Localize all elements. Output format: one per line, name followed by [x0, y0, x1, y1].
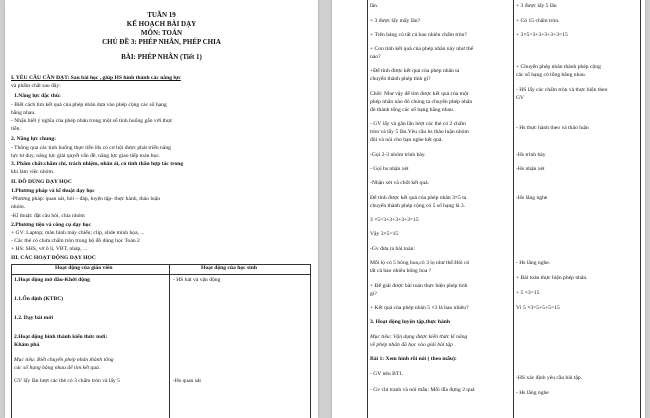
body-line: khi làm việc nhóm. — [11, 169, 55, 175]
table-cell-teacher: -Gv đưa ra bài toán: — [370, 246, 415, 252]
table-cell-teacher: nào? — [370, 54, 381, 60]
table-cell-teacher: 1.1.Ổn định (KTBC) — [14, 296, 64, 302]
table-cell-teacher: - GV nêu BT1. — [370, 371, 404, 377]
body-line: + HS: SHS, vở ô li, VBT, nháp, ... — [11, 246, 88, 252]
document-page-right — [332, 0, 645, 418]
table-cell-student: + 3 được lấy 5 lần — [516, 3, 557, 9]
table-cell-student: -Hs trình bày — [516, 152, 546, 158]
body-line: và phẩm chất sau đây: — [11, 83, 61, 89]
table-cell-student: - Hs lắng nghe. — [516, 260, 551, 266]
body-line: - Thông qua các tình huống thực tiễn Hs có cơ hội được phát triển năng — [11, 145, 171, 151]
table-cell-teacher: 1.2. Dạy bài mới — [14, 315, 53, 321]
section-heading: III. CÁC HOẠT ĐỘNG DẠY HỌC — [11, 255, 96, 261]
table-cell-teacher: Mục tiêu: Vận dụng được kiến thức kĩ năng — [370, 334, 468, 340]
table-cell-teacher: - Gv chỉ tranh và nói mẫu: Mỗi đĩa đựng 2 quả — [370, 387, 475, 393]
table-cell-student: - Hs lắng nghe — [516, 390, 549, 396]
table-cell-student: Vì 5 ×3=5+5+5=15 — [516, 305, 560, 311]
body-line: nhóm. — [11, 204, 26, 210]
body-line: - Biết cách tìm kết quả của phép nhân dựa vào phép cộng các số hạng — [11, 102, 167, 108]
body-line: - Các thẻ có chứa chấm tròn trong bộ đồ dùng học Toán 2 — [11, 238, 140, 244]
section-heading: 3. Phẩm chất:chăm chỉ, trách nhiệm, nhân ái, có tinh thần hợp tác trong — [11, 161, 184, 167]
table-cell-student: -Hs lắng nghe — [516, 195, 548, 201]
table-cell-student: - HS lấy các chấm tròn và thực hiện theo — [516, 87, 608, 93]
table-cell-teacher: -Nhận xét và chốt kết quả. — [370, 180, 430, 186]
table-cell-teacher: + Con tính kết quả của phép nhân này như thế — [370, 46, 474, 52]
table-cell-student: các số hạng có tổng bằng nhau. — [516, 72, 587, 78]
body-line: -Kĩ thuật: đặt câu hỏi, chia nhóm — [11, 213, 85, 219]
table-cell-student: GV — [516, 95, 525, 101]
table-cell-teacher: gì? — [370, 291, 377, 297]
table-cell-student: - Hs thực hành theo và thảo luận — [516, 125, 589, 131]
table-border — [169, 264, 170, 418]
body-line: tiễn. — [11, 126, 21, 132]
table-cell-teacher: - Gọi hs nhận xét — [370, 166, 409, 172]
table-cell-teacher: +Để tính được kết quả của phép nhân ta — [370, 68, 460, 74]
table-border — [310, 264, 311, 418]
table-cell-teacher: + Để giải được bài toán thực hiện phép tính — [370, 283, 468, 289]
table-cell-teacher: -Gọi 2-3 nhóm trình bày. — [370, 152, 426, 158]
table-cell-student: -Hs nhận xét — [516, 166, 545, 172]
subject-title: MÔN: TOÁN — [140, 29, 183, 37]
table-cell-teacher: - GV lấy và gắn lần lượt các thẻ có 2 chấm — [370, 121, 466, 127]
table-cell-teacher: chuyển thành phép cộng có 5 số hạng là 3. — [370, 203, 466, 209]
section-heading: 1.Năng lực đặc thù: — [14, 93, 61, 99]
table-cell-teacher: chuyển thành phép tính gì? — [370, 76, 431, 82]
table-cell-teacher: 1.Hoạt động mở đầu-Khởi động — [14, 277, 90, 283]
table-cell-student: + Có 15 chấm tròn. — [516, 18, 560, 24]
table-cell-teacher: đó thành tổng các số hạng bằng nhau. — [370, 107, 455, 113]
table-cell-teacher: GV lấy lần lượt các thẻ có 3 chấm tròn và lấy 5 — [14, 378, 120, 384]
body-line: + GV: Laptop; màn hình máy chiếu; clip, slide minh họa, ... — [11, 230, 145, 236]
table-cell-student: + 5 ×3=15 — [516, 290, 540, 296]
table-border — [11, 274, 311, 275]
table-border — [513, 0, 514, 418]
topic-title: CHỦ ĐỀ 3: PHÉP NHÂN, PHÉP CHIA — [102, 38, 221, 46]
section-heading: 2. Năng lực chung: — [11, 136, 57, 142]
body-line: -Phương pháp: quan sát, hỏi – đáp, luyện tập- thực hành, thảo luận — [11, 196, 160, 202]
table-cell-student: - HS hát và vận động — [173, 277, 221, 283]
table-header-student: Hoạt động của học sinh — [201, 265, 257, 271]
section-heading: 2.Phương tiện và công cụ dạy học — [11, 222, 91, 228]
table-cell-teacher: 2.Hoạt động hình thành kiến thức mới: — [14, 334, 108, 340]
week-title: TUẦN 19 — [147, 11, 176, 19]
table-cell-teacher: tất cả bao nhiêu bông hoa ? — [370, 268, 432, 274]
table-border — [367, 0, 368, 418]
table-cell-teacher: tròn và lấy 5 lần.Yêu cầu hs thảo luận nhóm — [370, 129, 469, 135]
table-cell-student: + 3×5=3+3+3+3+3=15 — [516, 32, 568, 38]
lesson-title: BÀI: PHÉP NHÂN (Tiết 1) — [121, 53, 202, 61]
table-cell-teacher: đôi và nói cho bạn nghe kết quả. — [370, 137, 443, 143]
table-cell-teacher: Vậy 3×5=15 — [370, 231, 399, 237]
table-cell-teacher: về phép nhân đã học vào giải bài tập . — [370, 342, 456, 348]
table-cell-teacher: lần. — [370, 3, 379, 9]
section-heading: 1.Phương pháp và kĩ thuật dạy học — [11, 188, 95, 194]
table-cell-teacher: Để tính được kết quả của phép nhân 3×5 ta — [370, 195, 467, 201]
table-cell-student: + Bài toán thực hiện phép nhân. — [516, 275, 588, 281]
table-cell-teacher: Mục tiêu: Biết chuyển phép nhân thành tổng — [14, 357, 114, 363]
table-header-teacher: Hoạt động của giáo viên — [55, 265, 113, 271]
body-line: lực tư duy, năng lực giải quyết vấn đề, năng lực giao tiếp toán học. — [11, 153, 161, 159]
table-cell-teacher: 3. Hoạt động luyện tập,thực hành — [370, 319, 450, 325]
body-line: - Nhận biết ý nghĩa của phép nhân trong một số tình huống gắn với thực — [11, 118, 173, 124]
table-cell-teacher: + 3 được lấy mấy lần? — [370, 18, 420, 24]
table-border — [640, 0, 641, 418]
table-cell-student: + Chuyển phép nhân thành phép cộng — [516, 64, 601, 70]
table-cell-teacher: phép nhân nào đó chúng ta chuyển phép nhân — [370, 99, 473, 105]
table-cell-teacher: 3 ×5=3+3+3+3+3=15 — [370, 217, 419, 223]
table-cell-teacher: Khám phá — [14, 342, 40, 348]
table-border — [11, 264, 12, 418]
requirements-line: I. YÊU CẦU CẦN ĐẠT: Sau bài học , giúp HS hình thành các năng lực — [11, 75, 181, 81]
table-cell-teacher: + Kết quả của phép nhân 5 ×3 là bao nhiêu? — [370, 305, 469, 311]
document-page-left — [5, 0, 318, 418]
section-heading: II. ĐỒ DÙNG DẠY HỌC — [11, 179, 72, 185]
table-cell-teacher: Bài 1: Xem hình rồi nói ( theo mẫu): — [370, 356, 457, 362]
table-cell-teacher: Chốt: Như vậy để tìm được kết quả của một — [370, 91, 469, 97]
table-cell-student: -HS xác định yêu cầu bài tập. — [516, 375, 583, 381]
table-cell-teacher: các số hạng bằng nhau để tìm kết quả. — [14, 365, 101, 371]
table-cell-teacher: + Trên bảng có tất cả bao nhiêu chấm tròn? — [370, 32, 467, 38]
table-cell-student: -Hs quan sát — [173, 378, 201, 384]
body-line: bằng nhau. — [11, 110, 36, 116]
plan-title: KẾ HOẠCH BÀI DẠY — [126, 20, 197, 28]
table-cell-teacher: Mỗi lọ có 5 bông hoa,có 3 lọ như thế.Hỏi có — [370, 260, 470, 266]
